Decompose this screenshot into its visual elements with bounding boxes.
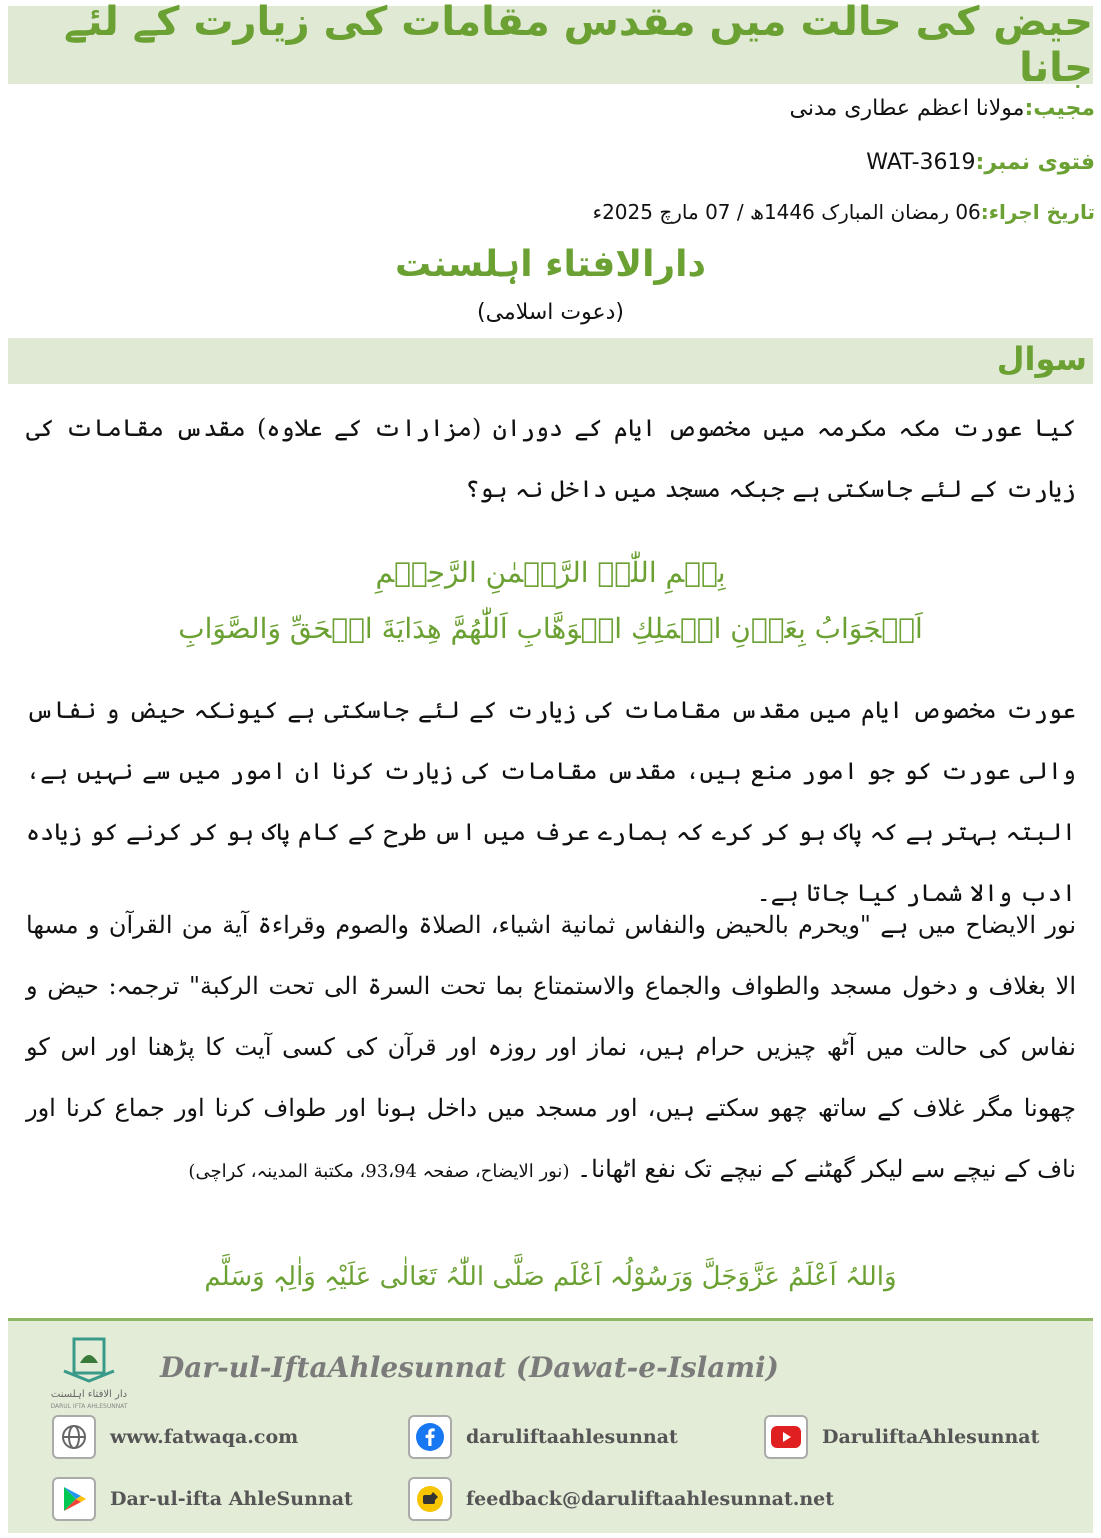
fatwa-number-label: فتوی نمبر: <box>975 150 1095 175</box>
website-text: www.fatwaqa.com <box>110 1426 299 1448</box>
question-heading-bar <box>8 338 1093 384</box>
facebook-icon <box>408 1415 452 1459</box>
answer-paragraph-2 <box>26 895 1076 1202</box>
question-text: کیا عورت مکہ مکرمہ میں مخصوص ایام کے دوران (مزارات کے علاوہ) مقدس مقامات کی زیارت کے لئے جاسکتی ہے جبکہ مسجد میں داخل نہ ہو؟ <box>26 414 1077 503</box>
page-title: حیض کی حالت میں مقدس مقامات کی زیارت کے لئے جانا <box>63 0 1093 91</box>
youtube-text: DaruliftaAhlesunnat <box>822 1426 1040 1448</box>
mujeeb-line <box>790 96 1096 121</box>
mujeeb-label: مجیب: <box>1024 96 1095 121</box>
footer-title: Dar-ul-IftaAhlesunnat (Dawat-e-Islami) <box>160 1351 779 1384</box>
footer <box>8 1318 1093 1533</box>
mujeeb-value: مولانا اعظم عطاری مدنی <box>789 96 1025 121</box>
answer-opening: اَلۡجَوَابُ بِعَوۡنِ الۡمَلِكِ الۡوَهَّابِ اَللّٰهُمَّ هِدَايَةَ الۡحَقِّ وَالصَّوَابِ <box>178 612 923 645</box>
logo-subtext: DARUL IFTA AHLESUNNAT <box>50 1403 128 1410</box>
fatwa-number-value: WAT-3619 <box>866 150 976 175</box>
youtube-link[interactable] <box>764 1415 1039 1459</box>
institution-name: دارالافتاء اہلسنت <box>395 244 706 285</box>
bismillah: بِسۡمِ اللّٰہِ الرَّحۡمٰنِ الرَّحِیۡمِ <box>375 556 726 589</box>
feedback-icon <box>408 1477 452 1521</box>
facebook-link[interactable] <box>408 1415 678 1459</box>
quote-reference: (نور الایضاح، صفحہ 93،94، مکتبة المدینہ، کراچی) <box>188 1161 570 1182</box>
closing-phrase: وَاللہُ اَعْلَمُ عَزَّوَجَلَّ وَرَسُوْلُہ اَعْلَم صَلَّی اللّٰہُ تَعَالٰی عَلَیْہِ وَاٰلِہٖ وَسَلَّم <box>204 1262 897 1292</box>
issue-date-value: 06 رمضان المبارک 1446ھ / 07 مارچ 2025ء <box>592 200 981 224</box>
logo-text: دار الافتاء اہلسنت <box>50 1389 128 1400</box>
play-store-text: Dar-ul-ifta AhleSunnat <box>110 1488 353 1510</box>
answer-paragraph-1: عورت مخصوص ایام میں مقدس مقامات کی زیارت کے لئے جاسکتی ہے کیونکہ حیض و نفاس والی عورت کو جو امور منع ہیں، مقدس مقامات کی زیارت کرنا ان امور میں سے نہیں ہے، البتہ بہتر ہے کہ پاک ہو کر کرے کہ ہمارے عرف میں اس طرح کے کام پاک ہو کر کرنے کو زیادہ ادب والا شمار کیا جاتا ہے۔ <box>26 696 1076 907</box>
feedback-email-text: feedback@daruliftaahlesunnat.net <box>466 1488 835 1510</box>
globe-icon <box>52 1415 96 1459</box>
quote-text: نور الایضاح میں ہے "ویحرم بالحیض والنفاس ثمانیة اشیاء، الصلاۃ والصوم وقراءۃ آیة من القرآن و مسها الا بغلاف و دخول مسجد والطواف والجماع والاستمتاع بما تحت السرۃ الی تحت الرکبة" ترجمہ: حیض و نفاس کی حالت میں آٹھ چیزیں حرام ہیں، نماز اور روزہ اور قرآن کی کسی آیت کا پڑھنا اور اس کو چھونا مگر غلاف کے ساتھ چھو سکتے ہیں، اور مسجد میں داخل ہونا اور طواف کرنا اور جماع کرنا اور ناف کے نیچے سے لیکر گھٹنے کے نیچے تک نفع اٹھانا۔ <box>26 911 1076 1183</box>
title-bar <box>8 0 1093 91</box>
website-link[interactable] <box>52 1415 298 1459</box>
institution-sub: (دعوت اسلامی) <box>477 300 624 325</box>
question-heading: سوال <box>996 340 1087 378</box>
dar-ul-ifta-logo <box>34 1335 144 1411</box>
issue-date-line <box>593 200 1095 224</box>
play-store-icon <box>52 1477 96 1521</box>
feedback-email-link[interactable] <box>408 1477 834 1521</box>
issue-date-label: تاریخ اجراء: <box>980 200 1095 224</box>
facebook-text: daruliftaahlesunnat <box>466 1426 678 1448</box>
youtube-icon <box>764 1415 808 1459</box>
fatwa-number-line <box>866 150 1095 175</box>
play-store-link[interactable] <box>52 1477 353 1521</box>
